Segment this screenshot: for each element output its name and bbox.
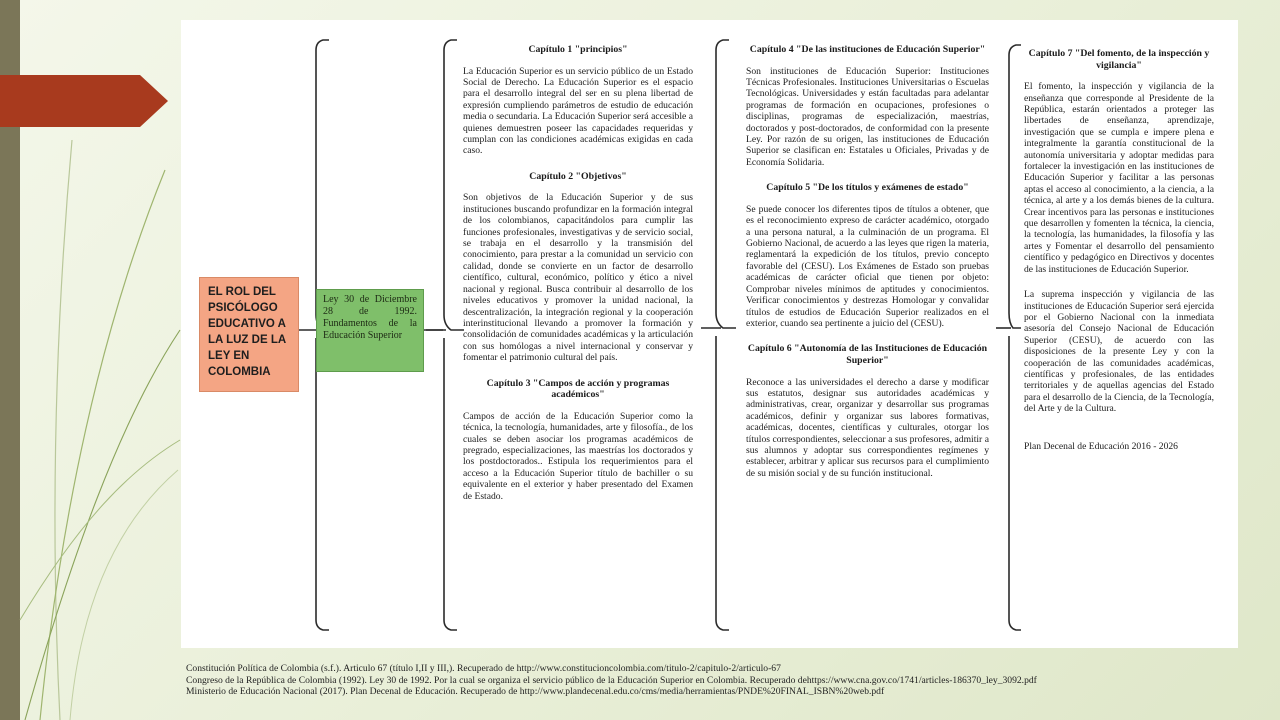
column-chapters-4-6 (746, 44, 989, 493)
chapter-4-title: Capítulo 4 "De las instituciones de Educación Superior" (749, 44, 986, 55)
chapter-6-text: Reconoce a las universidades el derecho a darse y modificar sus estatutos, designar sus autoridades académicas y administrativas, crear, organizar y desarrollar sus programas académicos, definir y organizar sus labores formativas, académicas, docentes, científicas y culturales, otorgar los títulos correspondientes, seleccionar a sus profesores, admitir a sus alumnos y adoptar sus correspondientes regímenes y establecer, arbitrar y aplicar sus recursos para el cumplimiento de su misión social y de su función institucional. (746, 376, 989, 479)
chapter-7-text: El fomento, la inspección y vigilancia de la enseñanza que corresponde al Presidente de la República, estarán orientados a proteger las libertades de enseñanza, aprendizaje, investigación que se cumpla e impere plena e integralmente la garantía constitucional de la autonomía universitaria y adoptar medidas para fortalecer la investigación en las instituciones de Educación Superior y facilitar a las personas aptas el acceso al conocimiento, a la ciencia, a la técnica, al arte y a los demás bienes de la cultura. Crear incentivos para las personas e instituciones que desarrollen y fomenten la técnica, la ciencia, la tecnología, las humanidades, la filosofía y las artes y Fomentar el desarrollo del pensamiento científico y pedagógico en Directivos y docentes de las instituciones de Educación Superior. (1024, 81, 1214, 275)
red-arrow-decor (0, 75, 168, 127)
mindmap-title-box: EL ROL DEL PSICÓLOGO EDUCATIVO A LA LUZ DE LA LEY EN COLOMBIA (199, 277, 299, 392)
chapter-1-title: Capítulo 1 "principios" (528, 44, 628, 55)
chapter-5-title: Capítulo 5 "De los títulos y exámenes de estado" (766, 182, 969, 194)
law-box: Ley 30 de Diciembre 28 de 1992. Fundamentos de la Educación Superior (316, 289, 424, 372)
chapter-2-title: Capítulo 2 "Objetivos" (529, 170, 627, 182)
chapter-5-text: Se puede conocer los diferentes tipos de títulos a obtener, que es el reconocimiento expreso de carácter académico, otorgado a una persona natural, a la culminación de un programa. El Gobierno Nacional, de acuerdo a las leyes que rigen la materia, reglamentará la expedición de los títulos, previo concepto favorable del (CESU). Los Exámenes de Estado son pruebas académicas de carácter oficial que tienen por objeto: Comprobar niveles mínimos de aptitudes y conocimientos. Verificar conocimientos y destrezas Homologar y convalidar títulos de estudios de Educación Superior realizados en el exterior, cuando sea pertinente a juicio del (CESU). (746, 203, 989, 329)
mindmap-image (181, 20, 1238, 648)
chapter-1-text: La Educación Superior es un servicio público de un Estado Social de Derecho. La Educación Superior es el espacio para el desarrollo integral del ser en su plena libertad de expresión cumpliendo parámetros de estudio de educación media o secundaria. La Educación Superior será accesible a quienes demuestren poseer las capacidades requeridas y cumplan con las condiciones académicas exigidas en cada caso. (463, 65, 693, 157)
chapter-7-text-2: La suprema inspección y vigilancia de las instituciones de Educación Superior será ejercida por el Gobierno Nacional con la inmediata asesoría del Consejo Nacional de Educación Superior (CESU), de acuerdo con las disposiciones de la presente Ley y con la cooperación de las comunidades académicas, científicas y profesionales, de las entidades territoriales y de aquellas agencias del Estado para el desarrollo de la Ciencia, de la Tecnología, del Arte y de la Cultura. (1024, 289, 1214, 415)
chapter-2-text: Son objetivos de la Educación Superior y de sus instituciones buscando profundizar en la formación integral de los colombianos, capacitándolos para cumplir las funciones profesionales, investigativas y de servicio social, se trabaja en el desarrollo y la transmisión del conocimiento, para prestar a la comunidad un servicio con calidad, donde se convierte en un factor de desarrollo científico, cultural, económico, político y ético a nivel nacional y regional. Busca contribuir al desarrollo de los niveles educativos y promover la unidad nacional, la descentralización, la integración regional y la cooperación interinstitucional llevando a promover la formación y consolidación de comunidades académicas y la articulación con sus homólogas a nivel internacional y conservar y fomentar el patrimonio cultural del país. (463, 192, 693, 364)
chapter-6-title: Capítulo 6 "Autonomía de las Instituciones de Educación Superior" (747, 343, 988, 366)
chapter-7-title: Capítulo 7 "Del fomento, de la inspección y vigilancia" (1028, 48, 1210, 71)
column-chapter-7 (1024, 48, 1214, 466)
reference-item: Congreso de la República de Colombia (1992). Ley 30 de 1992. Por la cual se organiza el servicio público de la Educación Superior en Colombia. Recuperado dehttps://www.cna.gov.co/1741/articles-186370_ley_3092.pdf (186, 674, 1037, 686)
references (186, 663, 1266, 698)
reference-item: Constitución Política de Colombia (s.f.). Articulo 67 (título I,II y III,). Recuperado de http://www.constitucioncolombia.com/titulo-2/capitulo-2/articulo-67 (186, 663, 781, 674)
chapter-3-title: Capítulo 3 "Campos de acción y programas académicos" (486, 377, 670, 401)
chapter-3-text: Campos de acción de la Educación Superior como la técnica, la tecnología, humanidades, arte y filosofía., de los cuales se deben asociar los programas académicos de pregrado, especializaciones, las maestrías los doctorados y los postdoctorados.. Estipula los requerimientos para el acceso a la Educación Superior título de bachiller o su equivalente en el exterior y haber presentado del Examen de Estado. (463, 410, 693, 502)
plan-decenal-label: Plan Decenal de Educación 2016 - 2026 (1024, 440, 1178, 452)
column-chapters-1-3 (463, 44, 693, 516)
reference-item: Ministerio de Educación Nacional (2017). Plan Decenal de Educación. Recuperado de http://www.plandecenal.edu.co/cms/media/herramientas/PNDE%20FINAL_ISBN%20web.pdf (186, 686, 885, 698)
chapter-4-text: Son instituciones de Educación Superior: Instituciones Técnicas Profesionales. Instituciones Universitarias o Escuelas Tecnológicas. Universidades y están facultadas para adelantar programas de formación en ocupaciones, profesiones o disciplinas, programas de especialización, maestrías, doctorados y post-doctorados, de conformidad con la presente Ley. Por razón de su origen, las instituciones de Educación Superior se clasifican en: Estatales u Oficiales, Privadas y de Economía Solidaria. (746, 65, 989, 168)
